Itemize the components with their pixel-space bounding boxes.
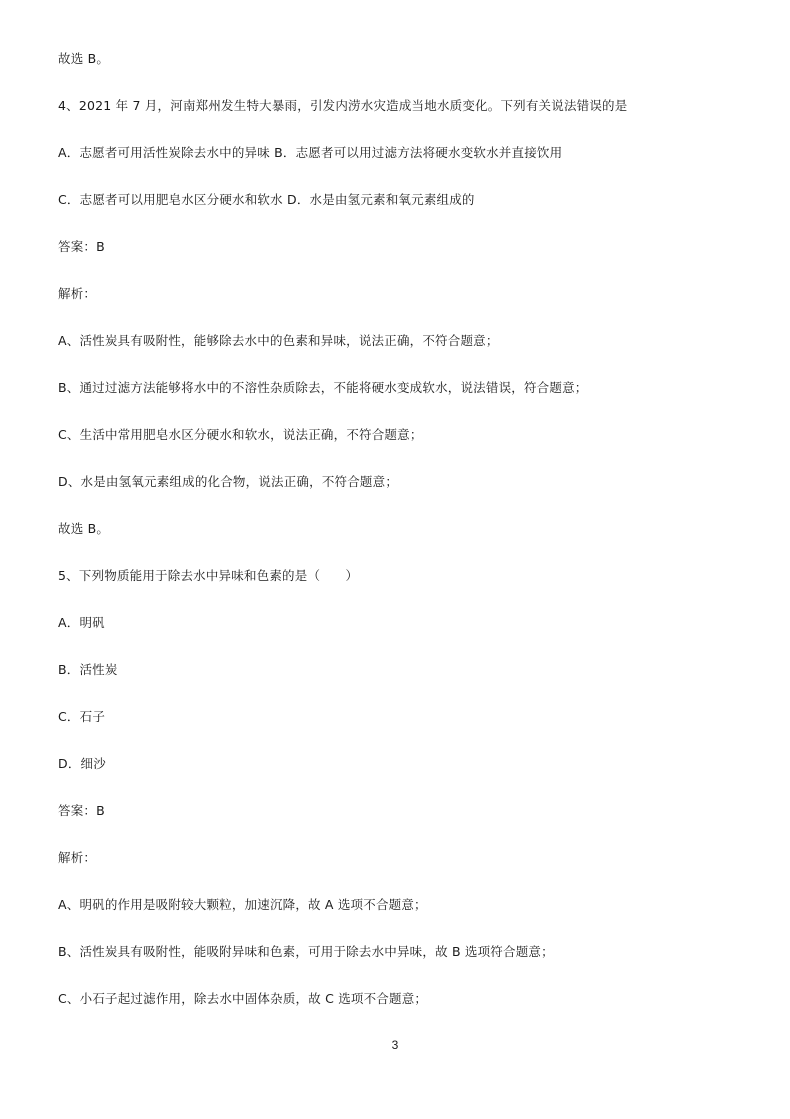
question-4-options-cd: C．志愿者可以用肥皂水区分硬水和软水 D．水是由氢元素和氧元素组成的 bbox=[58, 192, 475, 207]
analysis-line-d: D、水是由氢氧元素组成的化合物，说法正确，不符合题意； bbox=[58, 474, 399, 489]
analysis-line-c: C、小石子起过滤作用，除去水中固体杂质，故 C 选项不合题意； bbox=[58, 991, 428, 1006]
question-5-option-c: C．石子 bbox=[58, 709, 106, 724]
analysis-line-b: B、通过过滤方法能够将水中的不溶性杂质除去，不能将硬水变成软水，说法错误，符合题意； bbox=[58, 380, 588, 395]
question-4-options-ab: A．志愿者可用活性炭除去水中的异味 B．志愿者可以用过滤方法将硬水变软水并直接饮用 bbox=[58, 145, 563, 160]
conclusion-line: 故选 B。 bbox=[58, 521, 110, 536]
question-5-analysis-heading: 解析： bbox=[58, 850, 97, 865]
question-4-answer: 答案：B bbox=[58, 239, 105, 254]
question-5-option-d: D．细沙 bbox=[58, 756, 106, 771]
page-number: 3 bbox=[391, 1038, 399, 1052]
question-5-stem: 5、下列物质能用于除去水中异味和色素的是（ ） bbox=[58, 568, 359, 583]
conclusion-line: 故选 B。 bbox=[58, 51, 110, 66]
analysis-line-a: A、明矾的作用是吸附较大颗粒，加速沉降，故 A 选项不合题意； bbox=[58, 897, 427, 912]
question-5-answer: 答案：B bbox=[58, 803, 105, 818]
analysis-line-b: B、活性炭具有吸附性，能吸附异味和色素，可用于除去水中异味，故 B 选项符合题意； bbox=[58, 944, 554, 959]
analysis-line-a: A、活性炭具有吸附性，能够除去水中的色素和异味，说法正确，不符合题意； bbox=[58, 333, 499, 348]
question-5-option-a: A．明矾 bbox=[58, 615, 105, 630]
analysis-line-c: C、生活中常用肥皂水区分硬水和软水，说法正确，不符合题意； bbox=[58, 427, 423, 442]
question-5-option-b: B．活性炭 bbox=[58, 662, 118, 677]
question-4-stem: 4、2021 年 7 月，河南郑州发生特大暴雨，引发内涝水灾造成当地水质变化。下列有关说法错误的是 bbox=[58, 98, 628, 113]
question-4-analysis-heading: 解析： bbox=[58, 286, 97, 301]
